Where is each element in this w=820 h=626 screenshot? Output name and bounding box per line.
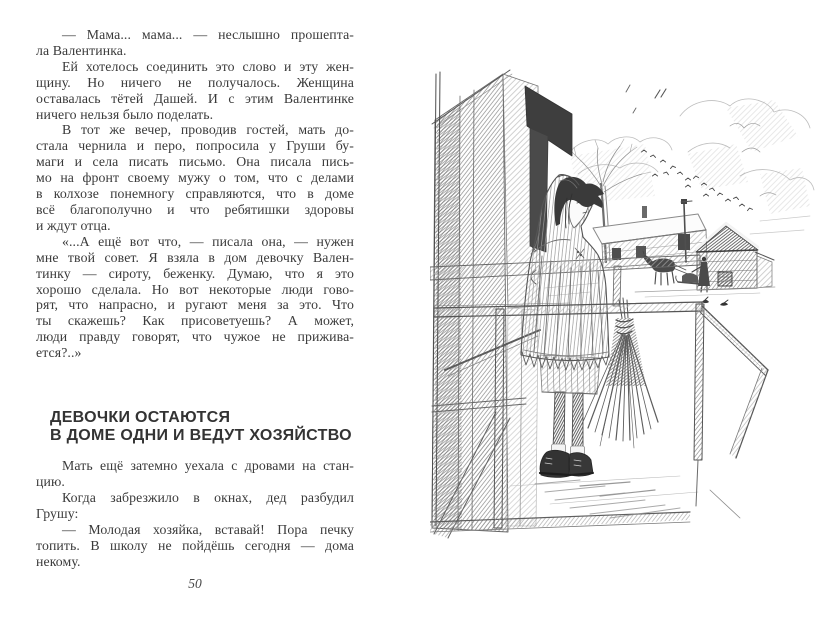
text-line: — Молодая хозяйка, вставай! Пора печку [62,521,354,537]
text-line: стала чернила и перо, попросила у Груши бу- [36,138,354,154]
text-column [36,27,354,570]
page-number: 50 [188,576,202,591]
chapter-heading-line1: ДЕВОЧКИ ОСТАЮТСЯ [50,409,231,427]
text-section-1 [36,27,354,361]
text-line: ты скажешь? Как присоветуешь? А может, [36,313,354,329]
paragraph [36,234,354,361]
text-line: Когда забрезжило в окнах, дед разбудил [62,490,354,506]
text-line: хорошо сделала. Но вот некоторые люди гово- [36,281,354,297]
text-line: ется?..» [36,345,82,361]
text-line: в колхозе понемногу справляются, что в доме [36,186,354,202]
text-line: люди правду говорят, что чужое не прижива- [36,329,354,345]
text-line: мне твой совет. Я взяла в дом девочку Вален- [36,249,354,265]
text-line: мо на фронт своему мужу о том, что с делами [36,170,354,186]
text-line: щину. Но ничего не получалось. Женщина [36,74,354,90]
text-line: цию. [36,474,65,490]
text-line: рят, что напрасно, и ругают меня за это. Что [36,297,354,313]
text-line: В тот же вечер, проводив гостей, мать до- [62,122,354,138]
text-line: всё благополучно и что ребятишки здоровы [36,201,354,217]
text-line: и ждут отца. [36,217,111,233]
text-line: ничего нельзя было поделать. [36,106,214,122]
text-line: оставалась тётей Дашей. И с этим Валентинке [36,90,354,106]
text-line: — Мама... мама... — неслышно прошепта- [62,27,354,42]
text-line: топить. В школу не пойдёшь сегодня — дома [36,537,354,553]
floor-shadow [535,480,680,518]
chapter-heading [50,409,354,444]
text-line: «...А ещё вот что, — писала она, — нужен [62,233,354,249]
text-line: тинку — сироту, беженку. Думаю, что я это [36,265,354,281]
paragraph [36,522,354,570]
text-line: некому. [36,553,81,569]
paragraph [36,27,354,59]
paragraph [36,490,354,522]
illustration [430,56,820,548]
text-line: ла Валентинка. [36,42,127,58]
text-line: маги и села писать письмо. Она писала пись- [36,154,354,170]
paragraph [36,59,354,123]
text-line: Грушу: [36,505,79,521]
crate [718,272,732,286]
text-section-2 [36,458,354,569]
ground-birds [702,297,728,306]
chapter-heading-line2: В ДОМЕ ОДНИ И ВЕДУТ ХОЗЯЙСТВО [50,426,352,444]
stair-railing [700,306,768,518]
text-line: Мать ещё затемно уехала с дровами на стан- [62,458,354,474]
paragraph [36,458,354,490]
text-line: Ей хотелось соединить это слово и эту жен- [62,58,354,74]
paragraph [36,122,354,233]
